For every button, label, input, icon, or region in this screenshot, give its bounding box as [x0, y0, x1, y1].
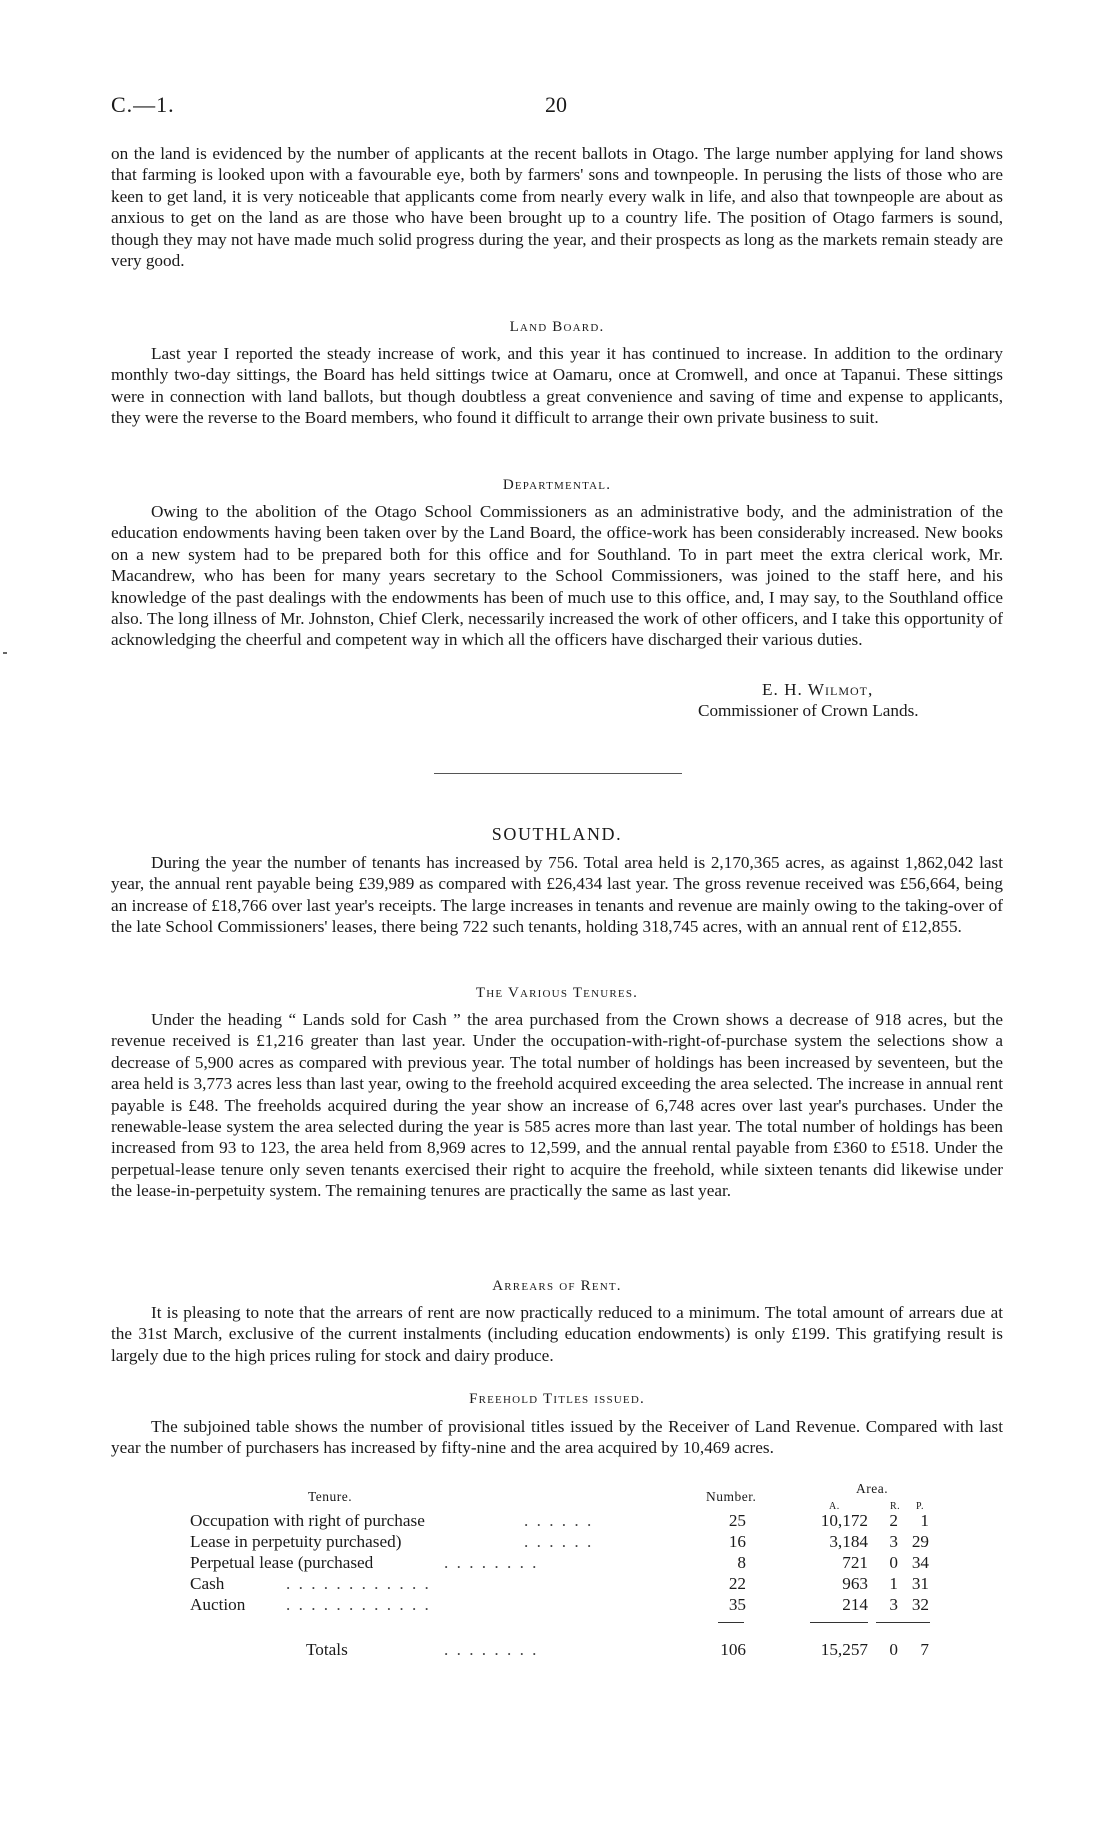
roods-cell: 3 — [889, 1595, 898, 1614]
number-cell: 8 — [737, 1553, 746, 1572]
leader-dots: . . . . . . . . — [444, 1640, 539, 1659]
acres-cell: 3,184 — [829, 1532, 868, 1551]
perches-cell: 34 — [911, 1553, 929, 1572]
departmental-paragraph: Owing to the abolition of the Otago School Commissioners as an administrative body, and the administration of the education endowments having been taken over by the Land Board, the office-work has been considerably increased. New books on a new system had to be prepared both for this office and for Southland. To in part meet the extra clerical work, Mr. Macandrew, who has been for many years secretary to the School Commissioners, was joined to the staff here, and his knowledge of the past dealings with the endowments has been of much use to this office, and, I may say, to the Southland office also. The long illness of Mr. Johnston, Chief Clerk, necessarily increased the work of other officers, and I take this opportunity of acknowledging the cheerful and competent way in which all the officers have discharged their various duties. — [111, 502, 1003, 650]
page-number: 20 — [545, 92, 567, 117]
acres-cell: 10,172 — [820, 1511, 868, 1530]
tenure-cell: Occupation with right of purchase — [190, 1511, 425, 1530]
tenures-heading: The Various Tenures. — [475, 985, 639, 1001]
roods-cell: 2 — [889, 1511, 898, 1530]
arrears-heading: Arrears of Rent. — [492, 1278, 622, 1294]
otago-intro-paragraph: on the land is evidenced by the number of applicants at the recent ballots in Otago. The large number applying for land shows that farming is looked upon with a favourable eye, both by farmers' sons and townpeople. In perusing the lists of those who are keen to get land, it is very noticeable that applicants come from nearly every walk in life, and also that townpeople are about as anxious to get on the land as are those who have been brought up to a country life. The position of Otago farmers is sound, though they may not have made much solid progress during the year, and their prospects as long as the markets remain steady are very good. — [111, 144, 1003, 271]
roods-cell: 3 — [889, 1532, 898, 1551]
leader-dots: . . . . . . . . . . . . — [286, 1574, 431, 1593]
totals-roods: 0 — [889, 1640, 898, 1659]
number-sum-rule — [718, 1622, 744, 1623]
freehold-paragraph: The subjoined table shows the number of provisional titles issued by the Receiver of Land Revenue. Compared with last year the number of purchasers has increased by fifty-nine and the area acquired by 10,469 acres. — [111, 1417, 1003, 1458]
acres-cell: 963 — [842, 1574, 868, 1593]
acres-cell: 214 — [842, 1595, 868, 1614]
tenure-cell: Auction — [190, 1595, 246, 1614]
col-header-acres: A. — [829, 1501, 840, 1512]
report-reference: C.—1. — [111, 92, 175, 117]
tenures-paragraph: Under the heading “ Lands sold for Cash ” the area purchased from the Crown shows a decrease of 918 acres, but the revenue received is £1,216 greater than last year. Under the occupation-with-right-of-purchase system the selections show a decrease of 5,900 acres as compared with previous year. The total number of holdings has been increased by seventeen, but the area held is 3,773 acres less than last year, owing to the freehold acquired exceeding the area selected. The increase in annual rent payable is £48. The freeholds acquired during the year show an increase of 6,748 acres over last year's purchases. Under the renewable-lease system the area selected during the year is 585 acres more than last year. The total number of holdings has been increased from 93 to 123, the area held from 8,969 acres to 12,599, and the annual rental payable from £360 to £518. Under the perpetual-lease tenure only seven tenants exercised their right to acquire the freehold, while sixteen tenants did likewise under the lease-in-perpetuity system. The remaining tenures are practically the same as last year. — [111, 1010, 1003, 1201]
leader-dots: . . . . . . . . . . . . — [286, 1595, 431, 1614]
southland-heading: SOUTHLAND. — [491, 824, 623, 844]
totals-acres: 15,257 — [820, 1640, 868, 1659]
tenure-cell: Lease in perpetuity purchased) — [190, 1532, 402, 1551]
acres-cell: 721 — [842, 1553, 868, 1572]
totals-perches: 7 — [920, 1640, 929, 1659]
tenure-cell: Perpetual lease (purchased — [190, 1553, 374, 1572]
arrears-paragraph: It is pleasing to note that the arrears of rent are now practically reduced to a minimum. The total amount of arrears due at the 31st March, exclusive of the current instalments (including education endowments) is only £199. This gratifying result is largely due to the high prices ruling for stock and dairy produce. — [111, 1303, 1003, 1365]
acres-sum-rule — [810, 1622, 868, 1623]
col-header-perches: P. — [916, 1501, 924, 1512]
freehold-heading: Freehold Titles issued. — [469, 1391, 645, 1407]
number-cell: 25 — [728, 1511, 746, 1530]
col-header-number: Number. — [706, 1489, 757, 1504]
col-header-area: Area. — [856, 1481, 889, 1496]
margin-mark — [3, 652, 7, 654]
leader-dots: . . . . . . — [524, 1511, 594, 1530]
number-cell: 16 — [728, 1532, 746, 1551]
signature-title: Commissioner of Crown Lands. — [698, 701, 919, 720]
land-board-paragraph: Last year I reported the steady increase of work, and this year it has continued to increase. In addition to the ordinary monthly two-day sittings, the Board has held sittings twice at Oamaru, once at Cromwell, and once at Tapanui. These sittings were in connection with land ballots, but though doubtless a great convenience and saving of time and expense to applicants, they were the reverse to the Board members, who found it difficult to arrange their own private business to suit. — [111, 344, 1003, 428]
leader-dots: . . . . . . . . — [444, 1553, 539, 1572]
perches-cell: 1 — [920, 1511, 929, 1530]
col-header-roods: R. — [890, 1501, 901, 1512]
col-header-tenure: Tenure. — [308, 1489, 353, 1504]
rp-sum-rule — [876, 1622, 930, 1623]
perches-cell: 32 — [911, 1595, 929, 1614]
signature-name: E. H. Wilmot, — [762, 680, 874, 699]
departmental-heading: Departmental. — [502, 477, 612, 493]
perches-cell: 31 — [911, 1574, 929, 1593]
roods-cell: 0 — [889, 1553, 898, 1572]
number-cell: 35 — [728, 1595, 746, 1614]
southland-intro-paragraph: During the year the number of tenants has increased by 756. Total area held is 2,170,365 acres, as against 1,862,042 last year, the annual rent payable being £39,989 as compared with £26,434 last year. The gross revenue received was £56,664, being an increase of £18,766 over last year's receipts. The large increases in tenants and revenue are mainly owing to the taking-over of the late School Commissioners' leases, there being 722 such tenants, holding 318,745 acres, with an annual rent of £12,855. — [111, 853, 1003, 937]
section-divider — [434, 773, 682, 774]
land-board-heading: Land Board. — [509, 319, 605, 335]
roods-cell: 1 — [889, 1574, 898, 1593]
leader-dots: . . . . . . — [524, 1532, 594, 1551]
number-cell: 22 — [728, 1574, 746, 1593]
perches-cell: 29 — [911, 1532, 929, 1551]
totals-label: Totals — [306, 1640, 348, 1659]
totals-number: 106 — [720, 1640, 746, 1659]
tenure-cell: Cash — [190, 1574, 225, 1593]
